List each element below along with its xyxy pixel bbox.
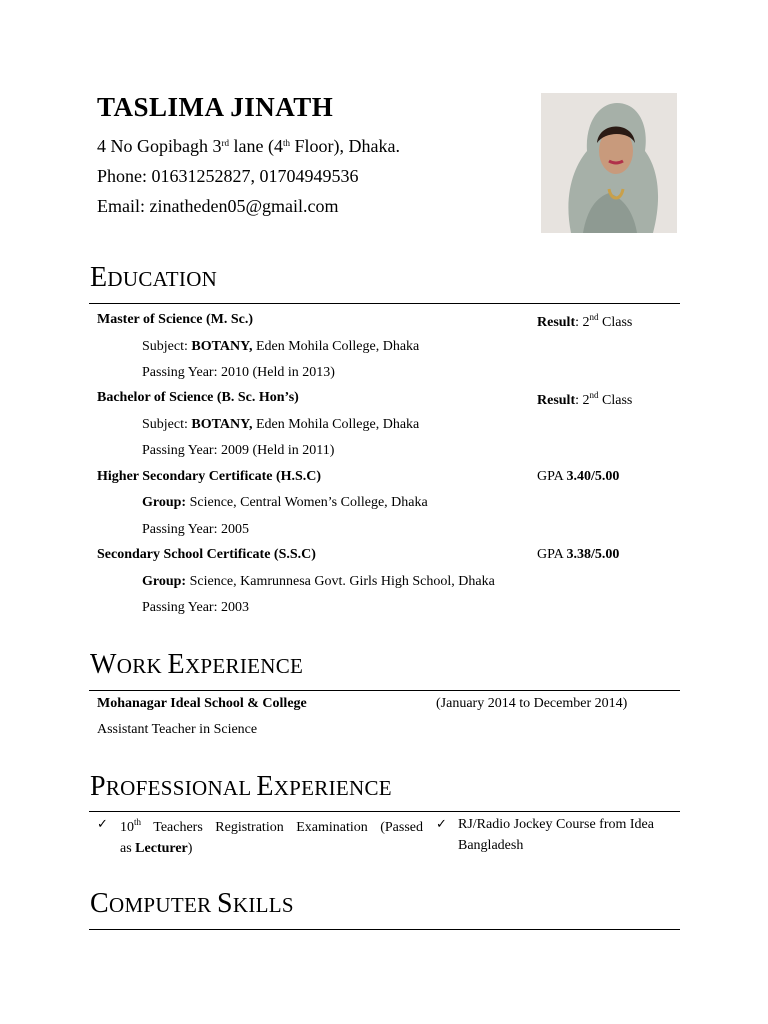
computer-skills-heading: COMPUTER SKILLS: [90, 888, 294, 919]
subject-bsc: Subject: BOTANY, Eden Mohila College, Dhaka: [142, 417, 420, 432]
education-heading: EDUCATION: [90, 262, 218, 293]
phone-line: Phone: 01631252827, 01704949536: [97, 166, 359, 186]
applicant-name: TASLIMA JINATH: [97, 92, 334, 122]
computer-skills-divider: [89, 929, 680, 930]
degree-msc: Master of Science (M. Sc.): [97, 312, 254, 327]
professional-divider: [89, 811, 680, 812]
passing-year-hsc: Passing Year: 2005: [142, 522, 249, 537]
gpa-hsc: GPA 3.40/5.00: [537, 469, 620, 484]
degree-hsc: Higher Secondary Certificate (H.S.C): [97, 469, 322, 484]
profile-photo: [541, 93, 677, 233]
professional-experience-heading: PROFESSIONAL EXPERIENCE: [90, 771, 392, 802]
checkmark-icon: ✓: [436, 817, 447, 832]
teachers-registration-item: 10th Teachers Registration Examination (Passed as Lecturer): [120, 817, 423, 856]
passing-year-ssc: Passing Year: 2003: [142, 600, 249, 615]
group-hsc: Group: Science, Central Women’s College, Dhaka: [142, 495, 428, 510]
profile-photo-portrait: [541, 93, 677, 233]
degree-bsc: Bachelor of Science (B. Sc. Hon’s): [97, 390, 299, 405]
group-ssc: Group: Science, Kamrunnesa Govt. Girls High School, Dhaka: [142, 574, 495, 589]
address-line: 4 No Gopibagh 3rd lane (4th Floor), Dhaka.: [97, 136, 400, 156]
work-divider: [89, 690, 680, 691]
employment-period: (January 2014 to December 2014): [436, 696, 628, 711]
job-position: Assistant Teacher in Science: [97, 722, 258, 737]
employer-name: Mohanagar Ideal School & College: [97, 696, 307, 711]
result-bsc: Result: 2nd Class: [537, 390, 633, 408]
radio-jockey-item: RJ/Radio Jockey Course from Idea Bangladesh: [458, 817, 654, 853]
degree-ssc: Secondary School Certificate (S.S.C): [97, 547, 316, 562]
passing-year-msc: Passing Year: 2010 (Held in 2013): [142, 365, 335, 380]
gpa-ssc: GPA 3.38/5.00: [537, 547, 620, 562]
education-divider: [89, 303, 680, 304]
passing-year-bsc: Passing Year: 2009 (Held in 2011): [142, 443, 335, 458]
email-line: Email: zinatheden05@gmail.com: [97, 196, 339, 216]
checkmark-icon: ✓: [97, 817, 108, 832]
subject-msc: Subject: BOTANY, Eden Mohila College, Dhaka: [142, 339, 420, 354]
work-experience-heading: WORK EXPERIENCE: [90, 649, 304, 680]
result-msc: Result: 2nd Class: [537, 312, 633, 330]
